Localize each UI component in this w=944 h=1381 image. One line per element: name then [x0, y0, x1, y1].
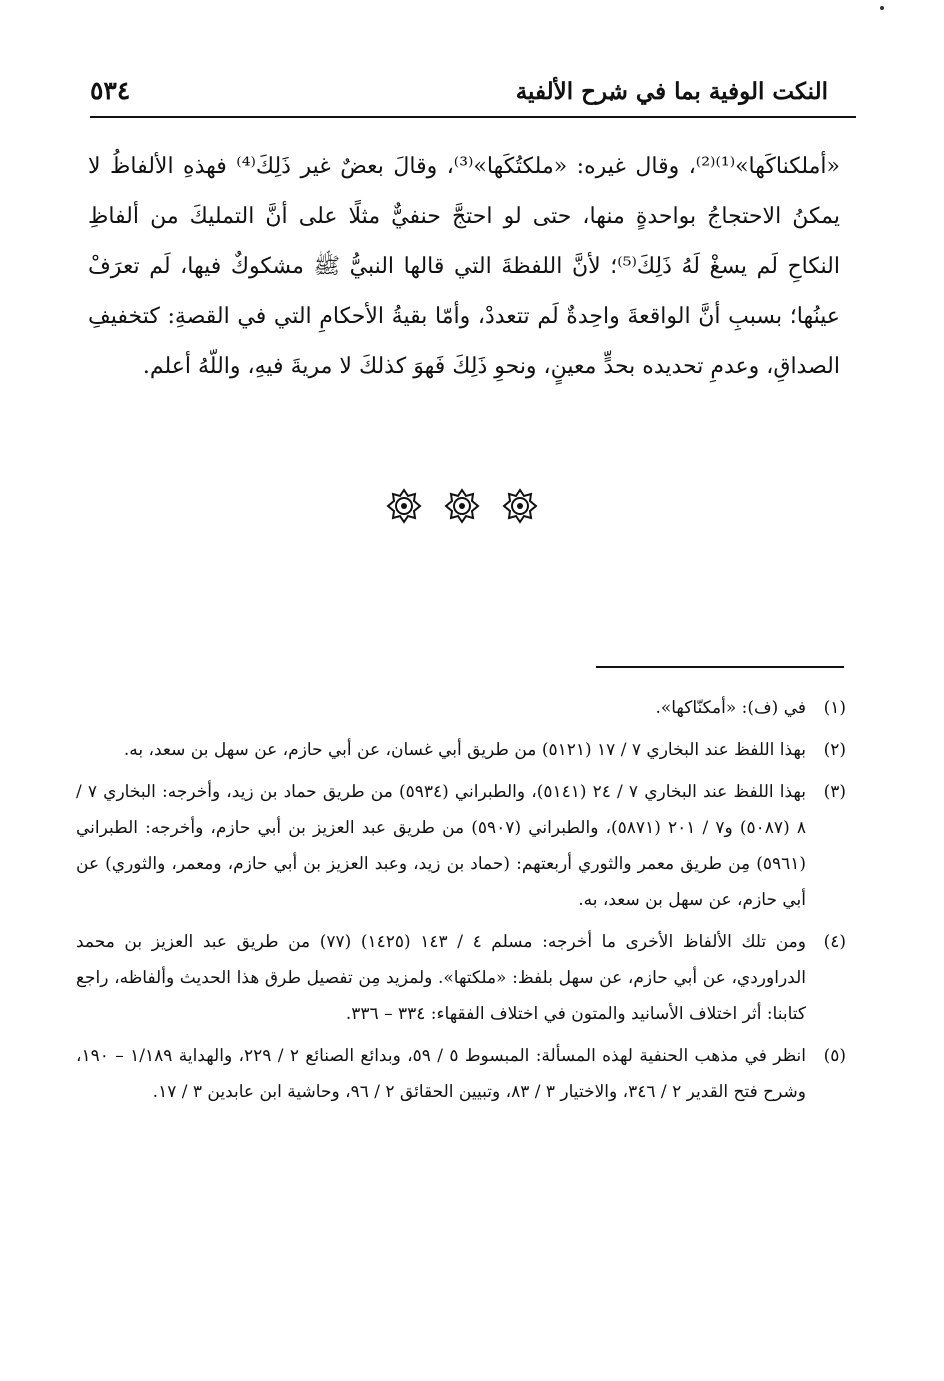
page-number: ٥٣٤: [90, 76, 131, 105]
footnote-2: [76, 732, 846, 768]
footnote-text: بهذا اللفظ عند البخاري ٧ / ٢٤ (٥١٤١)، والطبراني (٥٩٣٤) من طريق حماد بن زيد، وأخرجه: البخاري ٧ / ٨ (٥٠٨٧) و٧ / ٢٠١ (٥٨٧١)، والطبراني (٥٩٠٧) من طريق عبد العزيز بن أبي حازم، وأخرجه: الطبراني (٥٩٦١) مِن طريق معمر والثوري أربعتهم: (حماد بن زيد، وعبد العزيز بن أبي حازم، ومعمر، والثوري) عن أبي حازم، عن سهل بن سعد، به.: [76, 782, 806, 910]
footnote-text: انظر في مذهب الحنفية لهذه المسألة: المبسوط ٥ / ٥٩، وبدائع الصنائع ٢ / ٢٢٩، والهداية ١/١٨٩ – ١٩٠، وشرح فتح القدير ٢ / ٣٤٦، والاختيار ٣ / ٨٣، وتبيين الحقائق ٢ / ٩٦، وحاشية ابن عابدين ٣ / ١٧.: [76, 1046, 806, 1102]
footnote-number: (٣): [823, 782, 846, 802]
footnote-5: [76, 1038, 846, 1110]
footnote-text: في (ف): «أمكنّاكها».: [655, 698, 806, 718]
section-divider-ornaments: [386, 486, 538, 526]
main-text: [88, 142, 840, 392]
footnote-number: (٥): [823, 1046, 846, 1066]
rosette-ornament-icon: [386, 488, 422, 524]
footnote-separator: [596, 666, 844, 668]
footnote-number: (١): [823, 698, 846, 718]
page-header: [90, 70, 856, 118]
footnote-number: (٢): [823, 740, 846, 760]
rosette-ornament-icon: [502, 488, 538, 524]
footnote-text: بهذا اللفظ عند البخاري ٧ / ١٧ (٥١٢١) من طريق أبي غسان، عن أبي حازم، عن سهل بن سعد، به.: [123, 740, 806, 760]
footnote-text: ومن تلك الألفاظ الأخرى ما أخرجه: مسلم ٤ / ١٤٣ (١٤٢٥) (٧٧) من طريق عبد العزيز بن محمد الدراوردي، عن أبي حازم، عن سهل بلفظ: «ملكتها». ولمزيد مِن تفصيل طرق هذا الحديث وألفاظه، راجع كتابنا: أثر اختلاف الأسانيد والمتون في اختلاف الفقهاء: ٣٣٤ – ٣٣٦.: [76, 932, 806, 1024]
footnote-4: [76, 924, 846, 1032]
footnote-1: [76, 690, 846, 726]
footnote-3: [76, 774, 846, 918]
scan-speck: [880, 6, 884, 10]
rosette-ornament-icon: [444, 488, 480, 524]
main-paragraph: «أملكناكَها»⁽¹⁾⁽²⁾، وقال غيره: «ملكتُكَها»⁽³⁾، وقالَ بعضٌ غير ذَلِكَ⁽⁴⁾ فهذهِ الألفاظُ لا يمكنُ الاحتجاجُ بواحدةٍ منها، حتى لو احتجَّ حنفيٌّ مثلًا على أنَّ التمليكَ من ألفاظِ النكاحِ لَم يسغْ لَهُ ذَلِكَ⁽⁵⁾؛ لأنَّ اللفظةَ التي قالها النبيُّ ﷺ مشكوكٌ فيها، لَم تعرَفْ عينُها؛ بسببِ أنَّ الواقعةَ واحِدةٌ لَم تتعددْ، وأمّا بقيةُ الأحكامِ التي في القصةِ: كتخفيفِ الصداقِ، وعدمِ تحديده بحدٍّ معينٍ، ونحوِ ذَلِكَ فَهوَ كذلكَ لا مريةَ فيهِ، واللّهُ أعلم.: [88, 154, 840, 379]
footnote-number: (٤): [823, 932, 846, 952]
running-title: النكت الوفية بما في شرح الألفية: [515, 78, 828, 105]
footnotes: [76, 690, 846, 1116]
